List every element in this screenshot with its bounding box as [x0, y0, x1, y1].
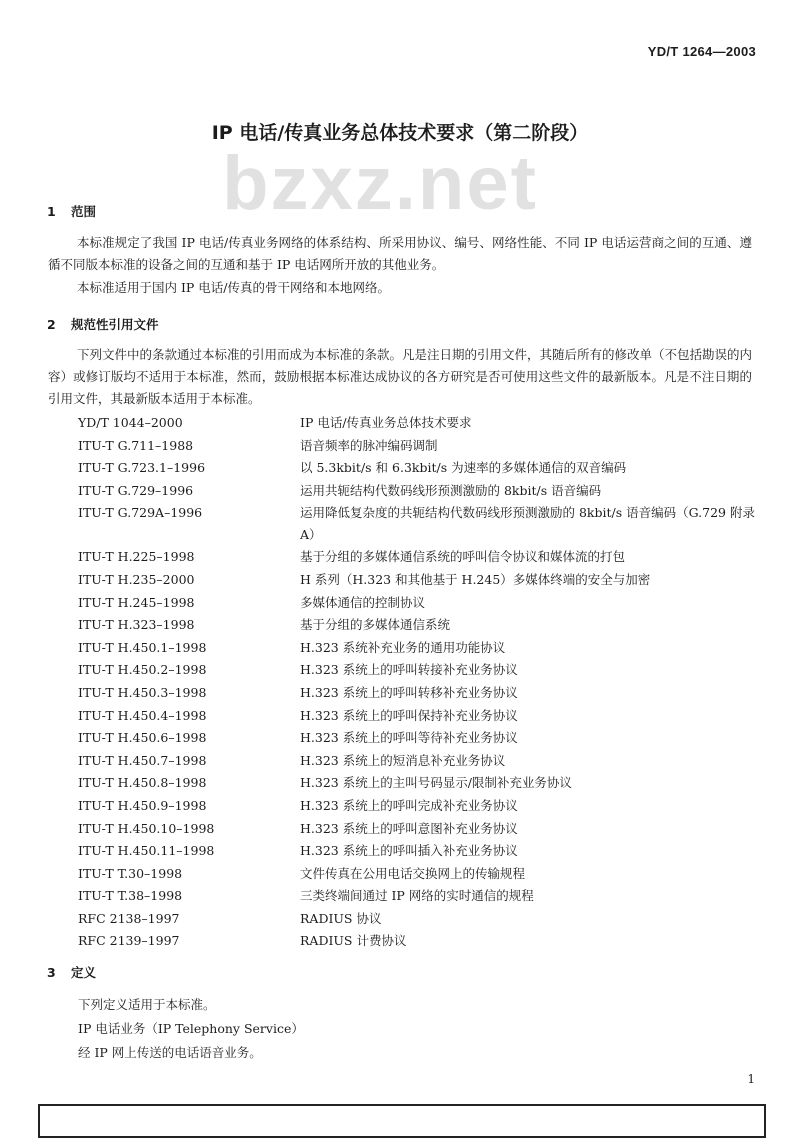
reference-row — [78, 705, 758, 728]
watermark: bzxz.net — [222, 141, 538, 226]
reference-title: H.323 系统上的呼叫插入补充业务协议 — [300, 843, 518, 859]
reference-code: ITU-T H.245–1998 — [78, 594, 195, 610]
reference-code: ITU-T H.450.7–1998 — [78, 752, 207, 768]
section-title: 范围 — [71, 204, 97, 219]
reference-title: H 系列（H.323 和其他基于 H.245）多媒体终端的安全与加密 — [300, 571, 651, 587]
reference-code: ITU-T T.38–1998 — [78, 888, 183, 904]
section-2-intro: 下列文件中的条款通过本标准的引用而成为本标准的条款。凡是注日期的引用文件，其随后所有的修改单（不包括勘误的内容）或修订版均不适用于本标准，然而，鼓励根据本标准达成协议的各方研究是否可使用这些文件的最新版本。凡是不注日期的引用文件，其最新版本适用于本标准。 — [48, 347, 753, 406]
section-number: 1 — [47, 204, 56, 219]
reference-title: 基于分组的多媒体通信系统的呼叫信令协议和媒体流的打包 — [300, 549, 626, 565]
section-title: 定义 — [71, 965, 97, 980]
reference-title: 多媒体通信的控制协议 — [300, 594, 426, 610]
reference-title: H.323 系统上的呼叫等待补充业务协议 — [300, 730, 518, 746]
reference-title: 运用共轭结构代数码线形预测激励的 8kbit/s 语音编码 — [300, 482, 602, 498]
section-1-heading — [47, 202, 96, 220]
bottom-frame — [38, 1104, 766, 1138]
reference-code: ITU-T T.30–1998 — [78, 865, 183, 881]
reference-title: H.323 系统上的主叫号码显示/限制补充业务协议 — [300, 775, 572, 791]
reference-row — [78, 908, 758, 931]
reference-title: H.323 系统上的呼叫转接补充业务协议 — [300, 662, 518, 678]
reference-title: 三类终端间通过 IP 网络的实时通信的规程 — [300, 888, 534, 904]
reference-row — [78, 818, 758, 841]
reference-row — [78, 682, 758, 705]
reference-code: ITU-T H.450.6–1998 — [78, 730, 207, 746]
section-title: 规范性引用文件 — [71, 317, 159, 332]
reference-row — [78, 457, 758, 480]
reference-title: RADIUS 协议 — [300, 910, 382, 926]
reference-title: H.323 系统上的呼叫转移补充业务协议 — [300, 684, 518, 700]
reference-row — [78, 435, 758, 458]
reference-code: ITU-T H.450.9–1998 — [78, 797, 207, 813]
reference-code: ITU-T H.450.10–1998 — [78, 820, 215, 836]
reference-row — [78, 885, 758, 908]
reference-row — [78, 569, 758, 592]
reference-title: RADIUS 计费协议 — [300, 933, 407, 949]
reference-code: ITU-T H.450.8–1998 — [78, 775, 207, 791]
reference-row — [78, 795, 758, 818]
standard-code: YD/T 1264—2003 — [647, 44, 756, 59]
reference-row — [78, 614, 758, 637]
reference-row — [78, 592, 758, 615]
reference-code: ITU-T H.235–2000 — [78, 571, 195, 587]
section-1-paragraph: 本标准规定了我国 IP 电话/传真业务网络的体系结构、所采用协议、编号、网络性能、不同 IP 电话运营商之间的互通、遵循不同版本标准的设备之间的互通和基于 IP 电话网所开放的其他业务。 — [48, 235, 752, 272]
reference-row — [78, 502, 758, 546]
reference-code: ITU-T H.323–1998 — [78, 617, 195, 633]
reference-row — [78, 863, 758, 886]
reference-code: ITU-T H.450.1–1998 — [78, 639, 207, 655]
definition-intro: 下列定义适用于本标准。 — [78, 997, 216, 1012]
reference-title: IP 电话/传真业务总体技术要求 — [300, 415, 472, 430]
reference-row — [78, 480, 758, 503]
reference-row — [78, 637, 758, 660]
reference-title: 文件传真在公用电话交换网上的传输规程 — [300, 865, 526, 881]
definition-term: IP 电话业务（IP Telephony Service） — [78, 1021, 304, 1036]
reference-row — [78, 840, 758, 863]
reference-code: ITU-T G.723.1–1996 — [78, 460, 206, 476]
reference-code: ITU-T G.729–1996 — [78, 482, 194, 498]
reference-code: ITU-T H.225–1998 — [78, 549, 195, 565]
reference-title: H.323 系统上的呼叫意图补充业务协议 — [300, 820, 518, 836]
reference-code: ITU-T G.729A–1996 — [78, 505, 203, 521]
page-number: 1 — [747, 1072, 755, 1086]
reference-row — [78, 727, 758, 750]
document-title: IP 电话/传真业务总体技术要求（第二阶段） — [211, 122, 589, 144]
reference-list — [78, 412, 758, 953]
section-number: 2 — [47, 317, 56, 332]
reference-row — [78, 930, 758, 953]
definition-text: 经 IP 网上传送的电话语音业务。 — [78, 1045, 262, 1060]
reference-title: H.323 系统上的呼叫完成补充业务协议 — [300, 797, 518, 813]
section-number: 3 — [47, 965, 56, 980]
reference-row — [78, 750, 758, 773]
reference-code: ITU-T H.450.2–1998 — [78, 662, 207, 678]
reference-code: RFC 2138–1997 — [78, 910, 180, 926]
reference-row — [78, 659, 758, 682]
reference-title: 语音频率的脉冲编码调制 — [300, 437, 438, 453]
reference-code: ITU-T H.450.11–1998 — [78, 843, 215, 859]
section-3-heading — [47, 963, 96, 981]
reference-title: 运用降低复杂度的共轭结构代数码线形预测激励的 8kbit/s 语音编码（G.729 附录 A） — [300, 505, 755, 543]
reference-row — [78, 772, 758, 795]
reference-title: H.323 系统补充业务的通用功能协议 — [300, 639, 506, 655]
reference-code: ITU-T H.450.3–1998 — [78, 684, 207, 700]
reference-code: RFC 2139–1997 — [78, 933, 180, 949]
reference-row — [78, 412, 758, 435]
reference-title: 以 5.3kbit/s 和 6.3kbit/s 为速率的多媒体通信的双音编码 — [300, 460, 627, 476]
reference-row — [78, 546, 758, 569]
section-2-heading — [47, 315, 159, 333]
reference-title: H.323 系统上的呼叫保持补充业务协议 — [300, 707, 518, 723]
reference-code: YD/T 1044–2000 — [78, 415, 183, 430]
reference-code: ITU-T H.450.4–1998 — [78, 707, 207, 723]
reference-title: H.323 系统上的短消息补充业务协议 — [300, 752, 506, 768]
reference-title: 基于分组的多媒体通信系统 — [300, 617, 451, 633]
reference-code: ITU-T G.711–1988 — [78, 437, 194, 453]
section-1-paragraph: 本标准适用于国内 IP 电话/传真的骨干网络和本地网络。 — [77, 280, 391, 295]
